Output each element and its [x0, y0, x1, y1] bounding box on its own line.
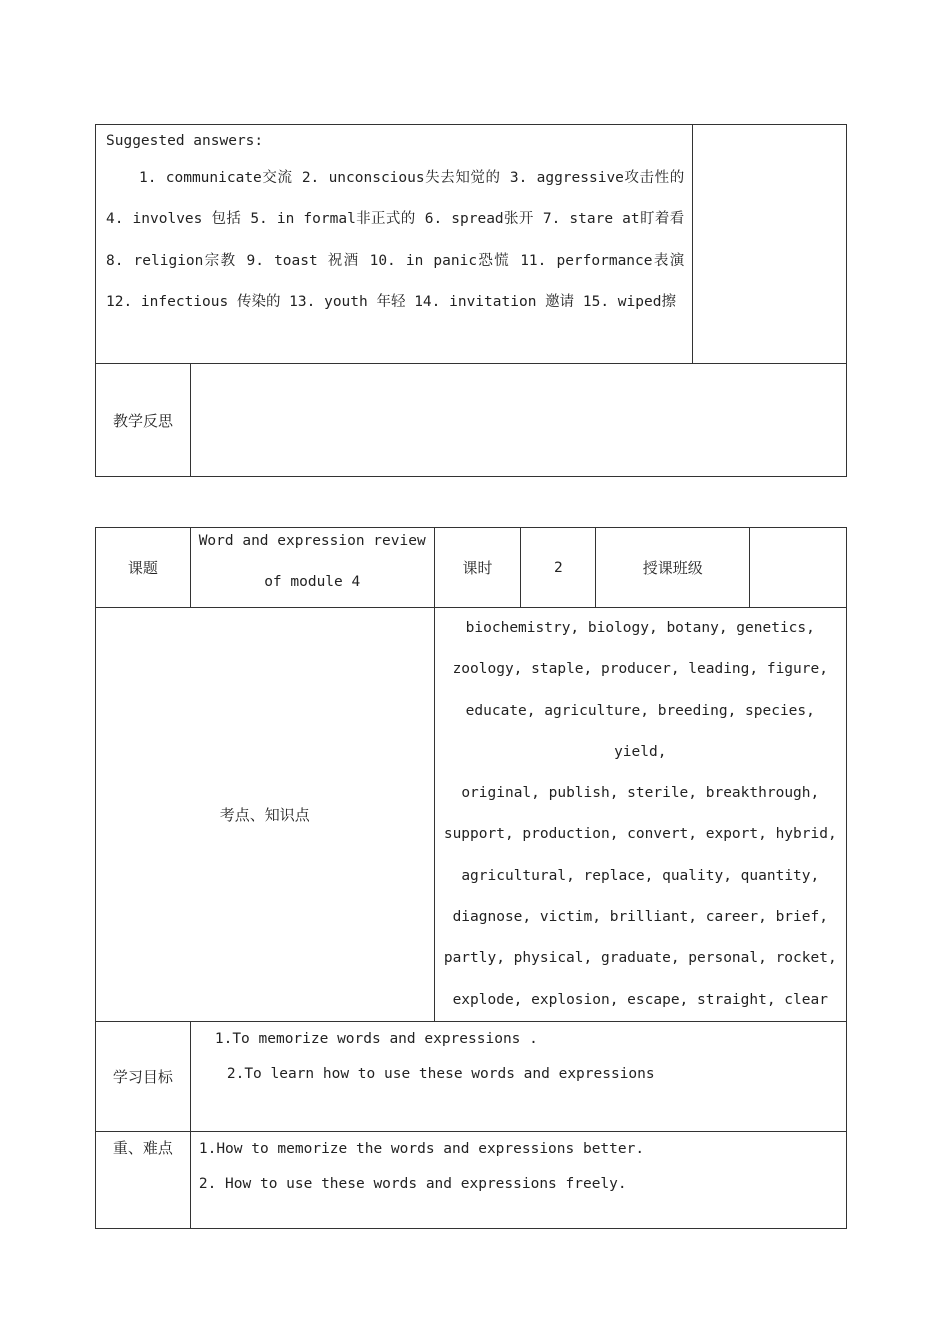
- knowledge-points-list: [434, 608, 846, 1022]
- key-point-item: 1.How to memorize the words and expressions better.: [198, 1140, 645, 1157]
- answers-table: [95, 124, 847, 477]
- reflection-content[interactable]: [190, 364, 846, 477]
- knowledge-points-line: original, publish, sterile, breakthrough,: [461, 785, 820, 802]
- topic-row: [96, 528, 847, 608]
- knowledge-points-line: explode, explosion, escape, straight, clear: [452, 991, 828, 1008]
- goal-item: 1.To memorize words and expressions .: [214, 1030, 538, 1047]
- period-value: 2: [521, 528, 596, 608]
- answers-cell: [96, 125, 693, 364]
- answers-list: 1. communicate交流 2. unconscious失去知觉的 3. aggressive攻击性的 4. involves 包括 5. in formal非正式的 6. spread张开 7. stare at盯着看 8. religion宗教 9. toast 祝酒 10. in panic恐慌 11. performance表演 12. infectious 传染的 13. youth 年轻 14. invitation 邀请 15. wiped擦: [106, 170, 685, 310]
- goals-list: [190, 1021, 846, 1131]
- answers-row: [96, 125, 847, 364]
- key-points-list: [190, 1131, 846, 1228]
- key-points-label: 重、难点: [96, 1131, 191, 1228]
- reflection-label: 教学反思: [96, 364, 191, 477]
- knowledge-points-line: educate, agriculture, breeding, species, yield,: [465, 702, 815, 760]
- answers-side-cell: [693, 125, 847, 364]
- topic-title: [190, 528, 434, 608]
- topic-title-line1: Word and expression review: [198, 533, 426, 549]
- knowledge-points-line: biochemistry, biology, botany, genetics,: [465, 620, 815, 636]
- topic-label: 课题: [96, 528, 191, 608]
- knowledge-points-line: zoology, staple, producer, leading, figure,: [452, 661, 828, 678]
- knowledge-points-line: diagnose, victim, brilliant, career, brief,: [452, 909, 828, 926]
- key-points-row: [96, 1131, 847, 1228]
- goal-item: 2.To learn how to use these words and expressions: [226, 1066, 655, 1083]
- key-point-item: 2. How to use these words and expressions freely.: [198, 1176, 627, 1193]
- knowledge-points-line: support, production, convert, export, hybrid,: [443, 826, 837, 843]
- goals-label: 学习目标: [96, 1021, 191, 1131]
- knowledge-points-line: agricultural, replace, quality, quantity,: [461, 867, 820, 884]
- knowledge-points-line: partly, physical, graduate, personal, rocket,: [443, 950, 837, 967]
- period-label: 课时: [434, 528, 521, 608]
- reflection-row: [96, 364, 847, 477]
- class-value[interactable]: [750, 528, 847, 608]
- knowledge-points-row: [96, 608, 847, 1022]
- topic-title-line2: of module 4: [264, 574, 361, 590]
- lesson-plan-table: [95, 527, 847, 1229]
- knowledge-points-label: 考点、知识点: [96, 608, 435, 1022]
- goals-row: [96, 1021, 847, 1131]
- class-label: 授课班级: [596, 528, 750, 608]
- answers-heading: Suggested answers:: [106, 133, 264, 149]
